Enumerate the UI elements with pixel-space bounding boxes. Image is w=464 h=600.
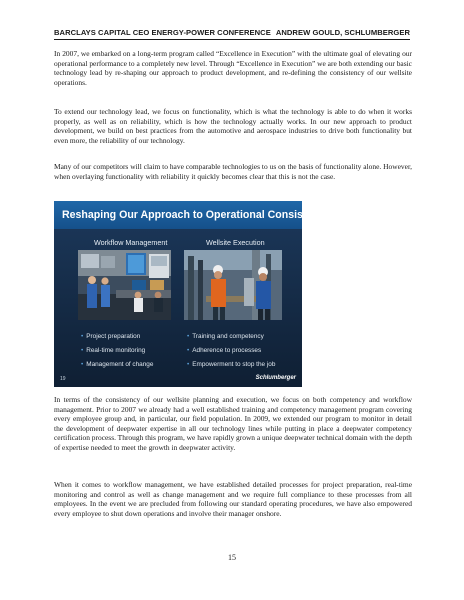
paragraph-technology-lead: To extend our technology lead, we focus on functionality, which is what the technology is able to do when it works properly, as well as on reliability, which is how the technology actually works. In our new approach to product development, we build on best practices from the automotive and aerospace industries to drive both functionality but even more, the reliability of our technology. [54, 107, 412, 145]
slide-title-bar [54, 201, 331, 229]
bullet-item [187, 358, 275, 372]
paragraph-competitors: Many of our competitors will claim to have comparable technologies to us on the basis of functionality alone. However, when overlaying functionality with reliability it quickly becomes clear that this is not the case. [54, 162, 412, 181]
bullet-marker: • [81, 347, 84, 354]
bullet-marker: • [187, 333, 190, 340]
slide-title: Reshaping Our Approach to Operational Consistency [62, 209, 331, 221]
schlumberger-logo: Schlumberger [255, 375, 296, 381]
running-header [54, 28, 410, 37]
bullet-text: Empowerment to stop the job [192, 361, 276, 368]
bullet-item [187, 344, 275, 358]
bullet-marker: • [81, 333, 84, 340]
bullet-marker: • [187, 347, 190, 354]
bullet-text: Project preparation [86, 333, 141, 340]
paragraph-wellsite-consistency: In terms of the consistency of our wellsite planning and execution, we focus on both competency and workflow management. Prior to 2007 we already had a well established training and competency management program covering every employee group and, in particular, our field population. In 2009, we extended our program to monitor in detail the development of deepwater expertise in all our technology lines while putting in place a deepwater competency certification process. Through this program, we have rapidly grown a unique deepwater technical domain with the depth of expertise needed to meet the growth in deepwater activity. [54, 395, 412, 452]
presentation-slide [54, 201, 331, 387]
bullet-text: Management of change [86, 361, 154, 368]
paragraph-excellence-in-execution: In 2007, we embarked on a long-term program called “Excellence in Execution” with the ultimate goal of elevating our operational performance to a completely new level. Through “Excellence in Execution” we are both extending our basic technology lead by re-shaping our approach to product development, and re-defining the consistency of our wellsite operations. [54, 49, 412, 87]
page-number: 15 [228, 553, 236, 562]
wellsite-workers-photo [184, 250, 282, 320]
control-room-photo [78, 250, 171, 320]
slide-number: 19 [60, 376, 66, 382]
slide-heading-workflow-management: Workflow Management [94, 238, 168, 247]
bullet-item [81, 358, 153, 372]
bullet-text: Real-time monitoring [86, 347, 146, 354]
header-speaker: ANDREW GOULD, SCHLUMBERGER [275, 28, 410, 37]
bullet-marker: • [187, 361, 190, 368]
slide-heading-wellsite-execution: Wellsite Execution [206, 238, 265, 247]
header-rule [54, 39, 410, 40]
header-conference-title: BARCLAYS CAPITAL CEO ENERGY-POWER CONFERENCE [54, 28, 271, 37]
workflow-management-bullet-list [81, 330, 153, 372]
wellsite-execution-bullet-list [187, 330, 275, 372]
bullet-text: Training and competency [192, 333, 264, 340]
bullet-item [81, 330, 153, 344]
bullet-marker: • [81, 361, 84, 368]
bullet-text: Adherence to processes [192, 347, 262, 354]
bullet-item [81, 344, 153, 358]
paragraph-workflow-management: When it comes to workflow management, we have established detailed processes for project preparation, real-time monitoring and control as well as change management and we require full compliance to these processes from all employees. In the event we are precluded from following our standard operating procedures, we have also empowered every employee to shut down operations and involve their manager onshore. [54, 480, 412, 518]
bullet-item [187, 330, 275, 344]
